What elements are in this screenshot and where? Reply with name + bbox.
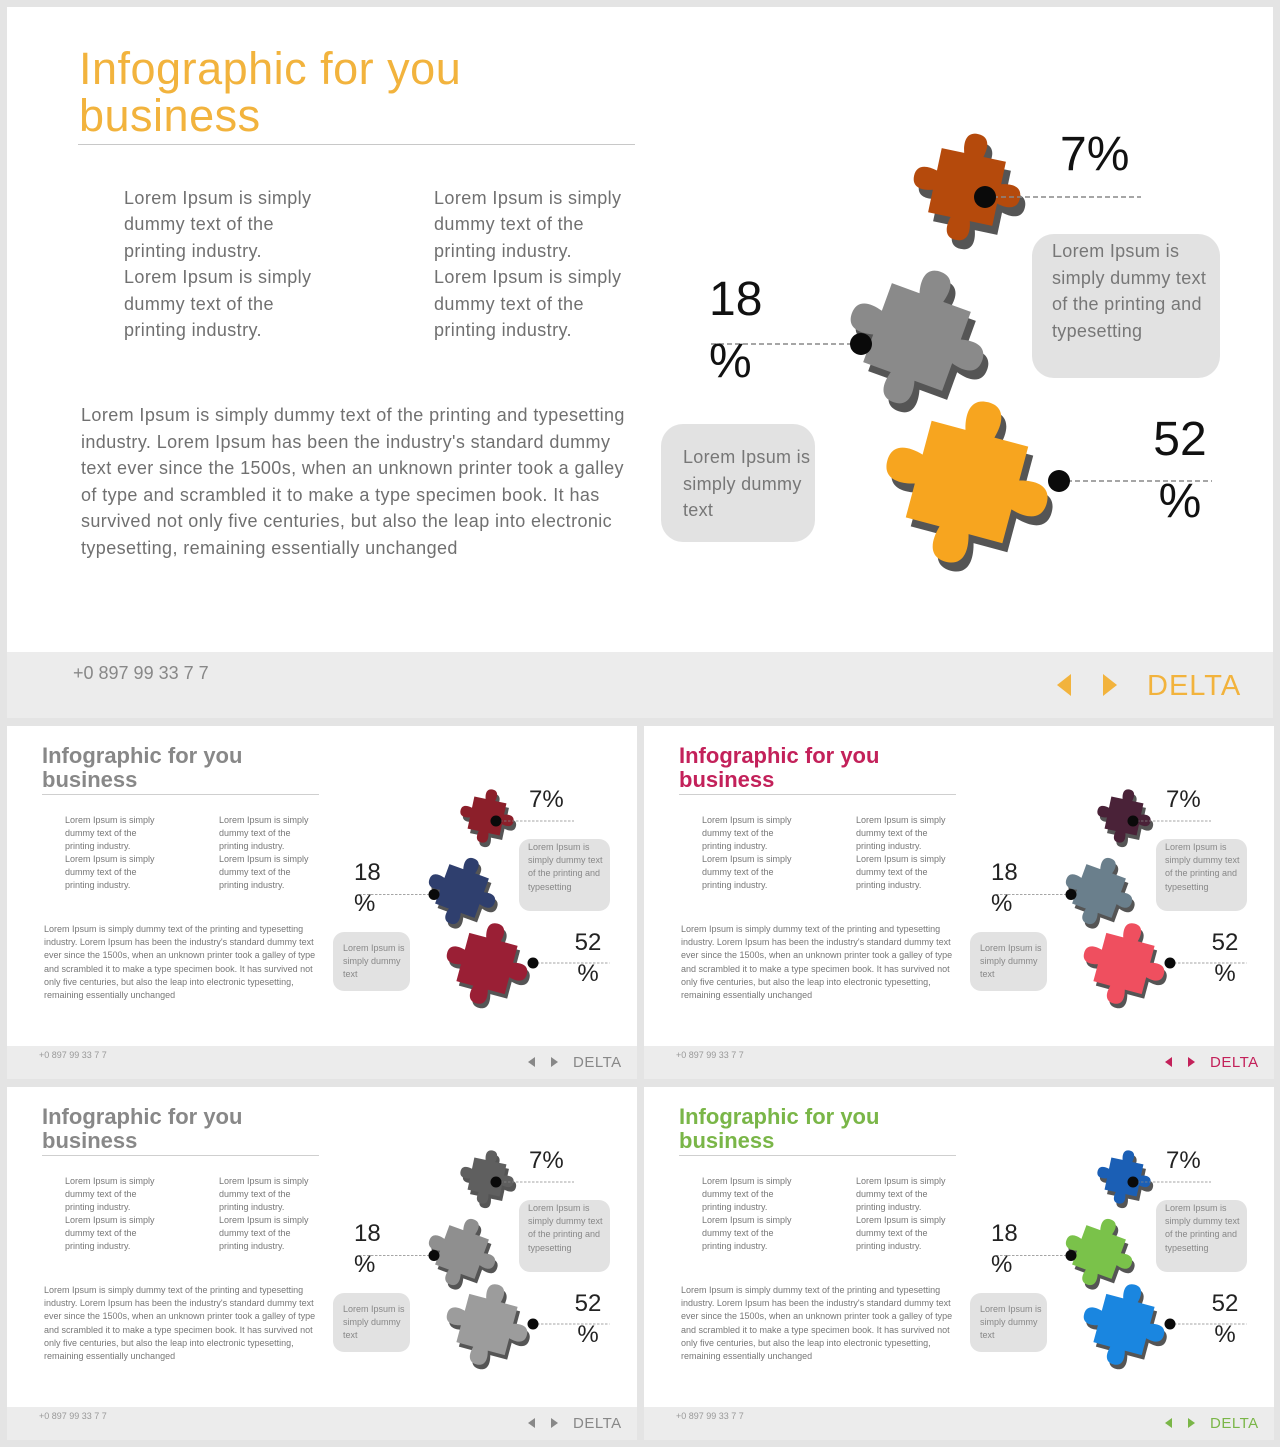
prev-arrow-icon[interactable] bbox=[1057, 674, 1071, 696]
puzzle-piece-top bbox=[455, 1145, 519, 1209]
callout-bubble-left: Lorem Ipsum is simply dummy text bbox=[333, 1293, 410, 1352]
dot-bottom bbox=[1048, 470, 1070, 492]
text-column-left bbox=[702, 1175, 802, 1254]
brand-name: DELTA bbox=[1210, 1415, 1259, 1432]
body-paragraph: Lorem Ipsum is simply dummy text of the printing and typesetting industry. Lorem Ipsum has been the industry's standard dummy text ever since the 1500s, when an unknown printer took a galley of type and scrambled it to make a type specimen book. It has survived not only five centuries, but also the leap into electronic typesetting, remaining essentially unchanged bbox=[44, 924, 316, 1001]
percent-top: 7% bbox=[1166, 1147, 1201, 1174]
phone-number: +0 897 99 33 7 7 bbox=[39, 1411, 107, 1421]
prev-arrow-icon[interactable] bbox=[528, 1057, 535, 1067]
variant-slide-2[interactable] bbox=[644, 726, 1274, 1079]
column-text: Lorem Ipsum is simply dummy text of the printing industry. bbox=[856, 1215, 946, 1252]
main-slide bbox=[7, 7, 1273, 718]
dot-middle bbox=[850, 333, 872, 355]
column-text: Lorem Ipsum is simply dummy text of the printing industry. bbox=[219, 1176, 309, 1213]
slide-title: Infographic for you business bbox=[679, 743, 880, 792]
phone-number: +0 897 99 33 7 7 bbox=[676, 1050, 744, 1060]
slide-title: Infographic for you business bbox=[79, 43, 462, 141]
callout-bubble-right: Lorem Ipsum is simply dummy text of the printing and typesetting bbox=[519, 1200, 610, 1272]
column-text: Lorem Ipsum is simply dummy text of the printing industry. bbox=[702, 1215, 792, 1252]
text-column-left bbox=[702, 814, 802, 893]
dot-bottom bbox=[1165, 1319, 1176, 1330]
callout-bubble-left: Lorem Ipsum is simply dummy text bbox=[661, 424, 815, 542]
slide-footer bbox=[7, 652, 1273, 718]
title-divider bbox=[679, 1155, 956, 1156]
variant-slide-4[interactable] bbox=[644, 1087, 1274, 1440]
dot-bottom bbox=[1165, 958, 1176, 969]
callout-bubble-left: Lorem Ipsum is simply dummy text bbox=[970, 932, 1047, 991]
next-arrow-icon[interactable] bbox=[551, 1418, 558, 1428]
column-text: Lorem Ipsum is simply dummy text of the printing industry. bbox=[856, 815, 946, 852]
puzzle-piece-top bbox=[1092, 1145, 1156, 1209]
column-text: Lorem Ipsum is simply dummy text of the printing industry. bbox=[856, 854, 946, 891]
prev-arrow-icon[interactable] bbox=[1165, 1057, 1172, 1067]
text-column-left bbox=[124, 185, 324, 343]
percent-top: 7% bbox=[1166, 786, 1201, 813]
next-arrow-icon[interactable] bbox=[1188, 1418, 1195, 1428]
text-column-right bbox=[856, 814, 956, 893]
slide-footer bbox=[7, 1407, 637, 1440]
text-column-left bbox=[65, 1175, 165, 1254]
puzzle-piece-top bbox=[455, 784, 519, 848]
column-text: Lorem Ipsum is simply dummy text of the printing industry. bbox=[65, 854, 155, 891]
percent-top: 7% bbox=[1060, 128, 1130, 181]
percent-bottom: 52 % bbox=[1211, 929, 1239, 987]
percent-bottom: 52 % bbox=[574, 929, 602, 987]
dot-top bbox=[1128, 1177, 1139, 1188]
phone-number: +0 897 99 33 7 7 bbox=[676, 1411, 744, 1421]
dot-middle bbox=[1066, 889, 1077, 900]
phone-number: +0 897 99 33 7 7 bbox=[39, 1050, 107, 1060]
percent-top: 7% bbox=[529, 786, 564, 813]
brand-name: DELTA bbox=[1147, 670, 1242, 702]
column-text: Lorem Ipsum is simply dummy text of the printing industry. bbox=[65, 815, 155, 852]
percent-middle: 18 % bbox=[709, 273, 763, 388]
callout-bubble-left: Lorem Ipsum is simply dummy text bbox=[970, 1293, 1047, 1352]
title-divider bbox=[78, 144, 635, 145]
body-paragraph: Lorem Ipsum is simply dummy text of the printing and typesetting industry. Lorem Ipsum has been the industry's standard dummy text ever since the 1500s, when an unknown printer took a galley of type and scrambled it to make a type specimen book. It has survived not only five centuries, but also the leap into electronic typesetting, remaining essentially unchanged bbox=[681, 924, 953, 1001]
percent-top: 7% bbox=[529, 1147, 564, 1174]
callout-bubble-right: Lorem Ipsum is simply dummy text of the printing and typesetting bbox=[1156, 1200, 1247, 1272]
brand-name: DELTA bbox=[573, 1415, 622, 1432]
column-text: Lorem Ipsum is simply dummy text of the printing industry. bbox=[219, 1215, 309, 1252]
percent-middle: 18 % bbox=[354, 859, 381, 917]
text-column-right bbox=[219, 814, 319, 893]
column-text: Lorem Ipsum is simply dummy text of the printing industry. bbox=[124, 188, 312, 261]
body-paragraph: Lorem Ipsum is simply dummy text of the printing and typesetting industry. Lorem Ipsum has been the industry's standard dummy text ever since the 1500s, when an unknown printer took a galley of type and scrambled it to make a type specimen book. It has survived not only five centuries, but also the leap into electronic typesetting, remaining essentially unchanged bbox=[44, 1285, 316, 1362]
dot-middle bbox=[429, 1250, 440, 1261]
column-text: Lorem Ipsum is simply dummy text of the printing industry. bbox=[65, 1176, 155, 1213]
percent-middle: 18 % bbox=[991, 859, 1018, 917]
prev-arrow-icon[interactable] bbox=[1165, 1418, 1172, 1428]
dot-top bbox=[1128, 816, 1139, 827]
callout-bubble-left: Lorem Ipsum is simply dummy text bbox=[333, 932, 410, 991]
body-paragraph: Lorem Ipsum is simply dummy text of the printing and typesetting industry. Lorem Ipsum has been the industry's standard dummy text ever since the 1500s, when an unknown printer took a galley of type and scrambled it to make a type specimen book. It has survived not only five centuries, but also the leap into electronic typesetting, remaining essentially unchanged bbox=[81, 405, 625, 558]
column-text: Lorem Ipsum is simply dummy text of the printing industry. bbox=[65, 1215, 155, 1252]
slide-title: Infographic for you business bbox=[42, 1104, 243, 1153]
next-arrow-icon[interactable] bbox=[1188, 1057, 1195, 1067]
phone-number: +0 897 99 33 7 7 bbox=[73, 663, 209, 683]
prev-arrow-icon[interactable] bbox=[528, 1418, 535, 1428]
column-text: Lorem Ipsum is simply dummy text of the printing industry. bbox=[434, 267, 622, 341]
text-column-right bbox=[856, 1175, 956, 1254]
percent-bottom: 52 % bbox=[1153, 413, 1207, 528]
percent-middle: 18 % bbox=[354, 1220, 381, 1278]
callout-bubble-right: Lorem Ipsum is simply dummy text of the printing and typesetting bbox=[1032, 234, 1220, 378]
slide-footer bbox=[644, 1407, 1274, 1440]
brand-name: DELTA bbox=[573, 1054, 622, 1071]
text-column-left bbox=[65, 814, 165, 893]
dot-bottom bbox=[528, 1319, 539, 1330]
column-text: Lorem Ipsum is simply dummy text of the printing industry. bbox=[702, 1176, 792, 1213]
title-divider bbox=[42, 1155, 319, 1156]
text-column-right bbox=[219, 1175, 319, 1254]
percent-bottom: 52 % bbox=[1211, 1290, 1239, 1348]
puzzle-piece-top bbox=[1092, 784, 1156, 848]
column-text: Lorem Ipsum is simply dummy text of the printing industry. bbox=[124, 267, 312, 341]
dot-top bbox=[974, 186, 996, 208]
column-text: Lorem Ipsum is simply dummy text of the printing industry. bbox=[702, 854, 792, 891]
brand-name: DELTA bbox=[1210, 1054, 1259, 1071]
title-divider bbox=[679, 794, 956, 795]
text-column-right bbox=[434, 185, 634, 343]
next-arrow-icon[interactable] bbox=[551, 1057, 558, 1067]
puzzle-piece-top bbox=[903, 123, 1031, 251]
slide-footer bbox=[7, 1046, 637, 1079]
column-text: Lorem Ipsum is simply dummy text of the printing industry. bbox=[856, 1176, 946, 1213]
column-text: Lorem Ipsum is simply dummy text of the printing industry. bbox=[702, 815, 792, 852]
slide-title: Infographic for you business bbox=[679, 1104, 880, 1153]
dot-top bbox=[491, 1177, 502, 1188]
percent-middle: 18 % bbox=[991, 1220, 1018, 1278]
column-text: Lorem Ipsum is simply dummy text of the printing industry. bbox=[434, 188, 622, 261]
dot-top bbox=[491, 816, 502, 827]
variant-slide-1[interactable] bbox=[7, 726, 637, 1079]
dot-middle bbox=[429, 889, 440, 900]
callout-bubble-right: Lorem Ipsum is simply dummy text of the printing and typesetting bbox=[1156, 839, 1247, 911]
variant-slide-3[interactable] bbox=[7, 1087, 637, 1440]
title-divider bbox=[42, 794, 319, 795]
dot-bottom bbox=[528, 958, 539, 969]
dot-middle bbox=[1066, 1250, 1077, 1261]
slide-title: Infographic for you business bbox=[42, 743, 243, 792]
column-text: Lorem Ipsum is simply dummy text of the printing industry. bbox=[219, 854, 309, 891]
slide-footer bbox=[644, 1046, 1274, 1079]
percent-bottom: 52 % bbox=[574, 1290, 602, 1348]
next-arrow-icon[interactable] bbox=[1103, 674, 1117, 696]
callout-bubble-right: Lorem Ipsum is simply dummy text of the printing and typesetting bbox=[519, 839, 610, 911]
column-text: Lorem Ipsum is simply dummy text of the printing industry. bbox=[219, 815, 309, 852]
body-paragraph: Lorem Ipsum is simply dummy text of the printing and typesetting industry. Lorem Ipsum has been the industry's standard dummy text ever since the 1500s, when an unknown printer took a galley of type and scrambled it to make a type specimen book. It has survived not only five centuries, but also the leap into electronic typesetting, remaining essentially unchanged bbox=[681, 1285, 953, 1362]
